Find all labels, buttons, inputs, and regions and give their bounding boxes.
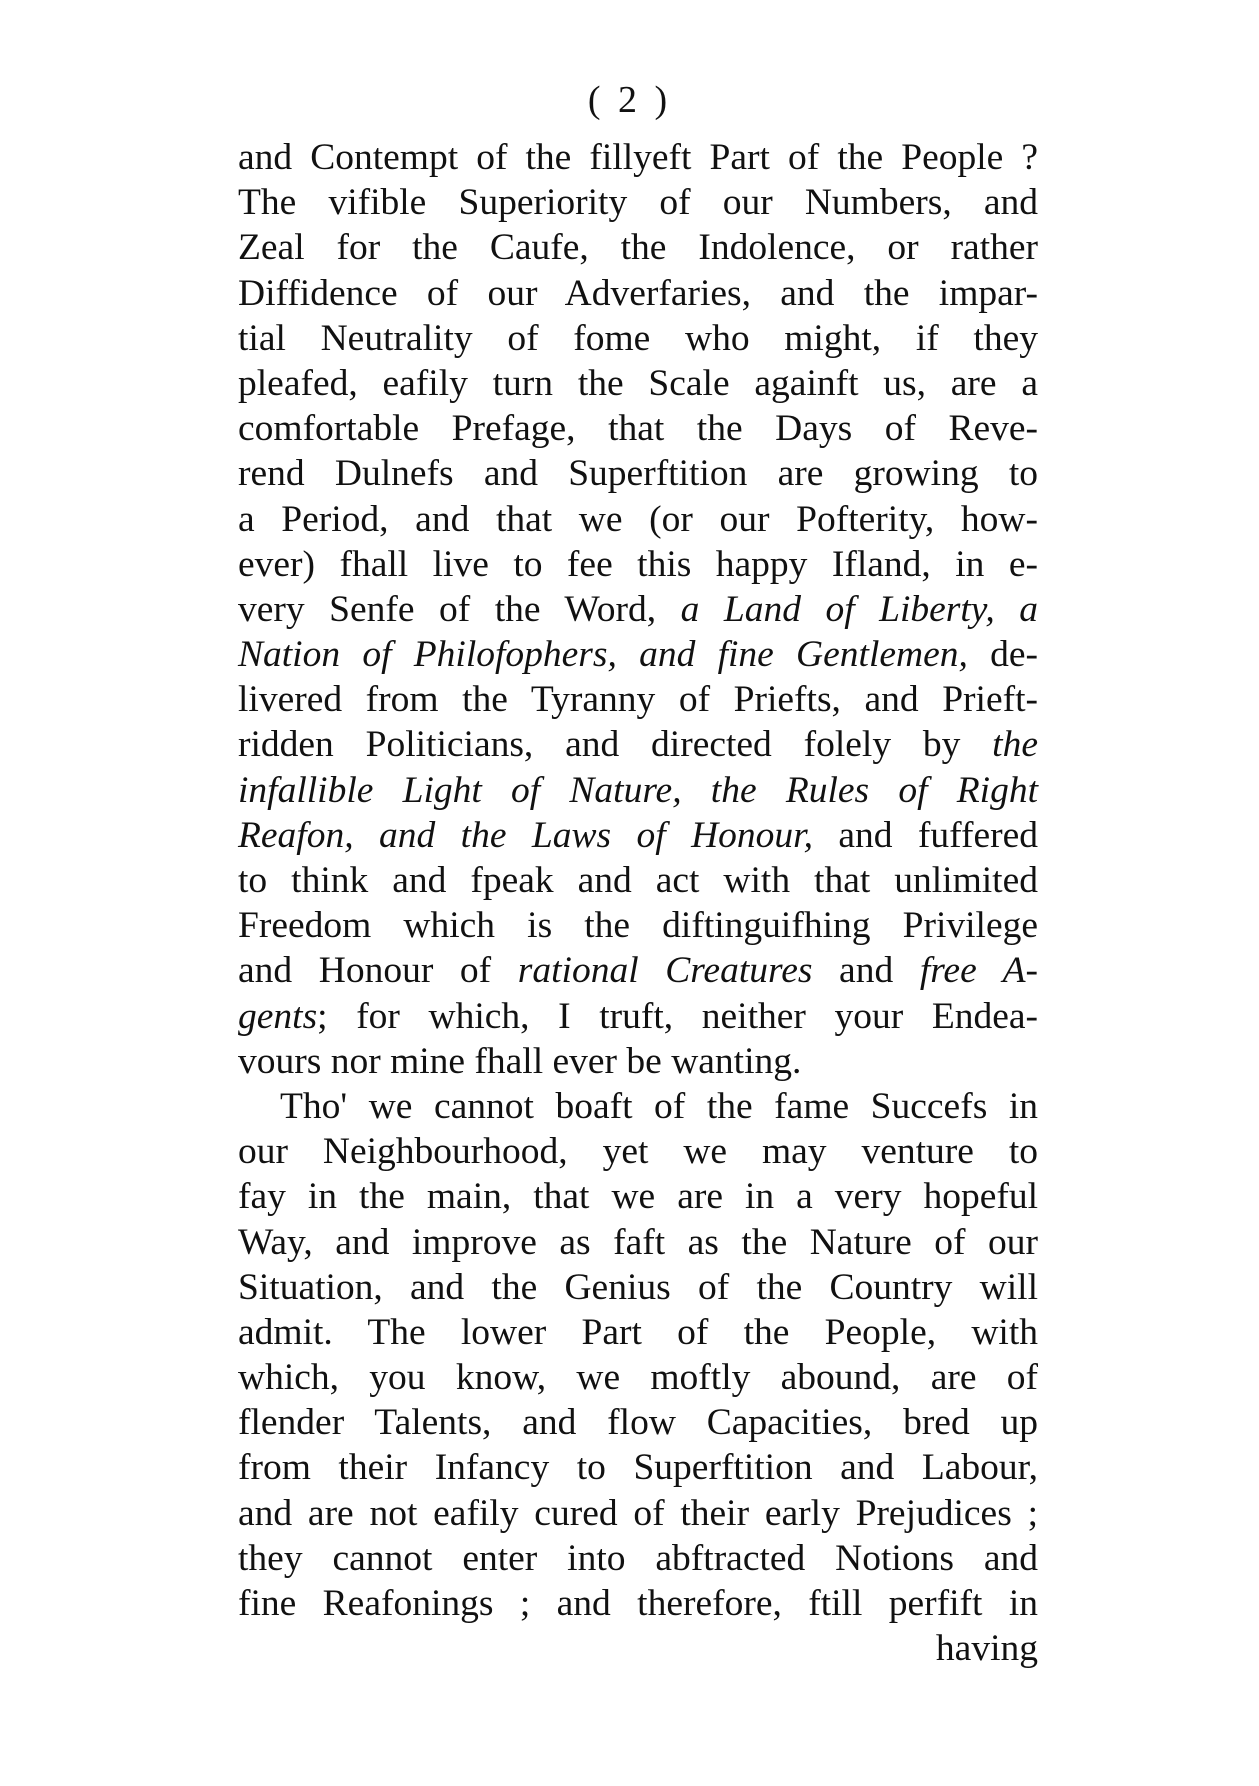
text-line: which, you know, we moftly abound, are of: [238, 1357, 1038, 1399]
italic-run: free A-: [919, 950, 1039, 992]
text-line: Way, and improve as faft as the Nature of our: [238, 1221, 1038, 1263]
text-line: [238, 632, 1038, 677]
text-run: and: [839, 950, 894, 992]
italic-run: Nation of Philofophers, and fine Gentlemen,: [238, 634, 968, 676]
text-line: Diffidence of our Adverfaries, and the impar-: [238, 272, 1038, 314]
text-line: comfortable Prefage, that the Days of Reve-: [238, 408, 1038, 450]
text-line: a Period, and that we (or our Pofterity, how-: [238, 498, 1038, 540]
paragraph-1: [238, 135, 1038, 1084]
text-line: Zeal for the Caufe, the Indolence, or rather: [238, 227, 1038, 269]
text-line: Situation, and the Genius of the Country will: [238, 1266, 1038, 1308]
text-line: Tho' we cannot boaft of the fame Succefs in: [280, 1085, 1038, 1127]
catchword: having: [935, 1628, 1038, 1670]
text-run: very Senfe of the Word,: [238, 588, 657, 630]
italic-run: infallible Light of Nature, the Rules of Right: [238, 769, 1038, 811]
italic-run: Reafon, and the Laws of Honour,: [238, 814, 813, 856]
body-text: [238, 135, 1038, 1671]
text-line: from their Infancy to Superftition and Labour,: [238, 1447, 1038, 1489]
text-line: The vifible Superiority of our Numbers, and: [238, 182, 1038, 224]
text-line: [238, 813, 1038, 858]
text-run: ridden Politicians, and directed folely by: [238, 724, 961, 766]
page-number: ( 2 ): [587, 79, 672, 121]
text-line: our Neighbourhood, yet we may venture to: [238, 1131, 1038, 1173]
text-line: fine Reafonings ; and therefore, ftill perfift in: [238, 1583, 1038, 1624]
text-line: to think and fpeak and act with that unlimited: [238, 860, 1038, 901]
text-line: and Contempt of the fillyeft Part of the People ?: [238, 137, 1038, 178]
text-line: admit. The lower Part of the People, with: [238, 1311, 1038, 1353]
text-line: and are not eafily cured of their early Prejudices ;: [238, 1492, 1038, 1534]
italic-run: rational Creatures: [517, 950, 813, 992]
text-line: ever) fhall live to fee this happy Ifland, in e-: [238, 543, 1038, 585]
text-line: vours nor mine fhall ever be wanting.: [238, 1040, 802, 1082]
paragraph-2: [238, 1084, 1038, 1626]
text-line: [238, 722, 1038, 767]
text-line: [238, 587, 1038, 632]
italic-run: the: [992, 724, 1038, 766]
italic-run: gents: [238, 995, 318, 1037]
text-run: and Honour of: [238, 950, 492, 992]
italic-run: a Land of Liberty, a: [680, 588, 1039, 630]
text-line: rend Dulnefs and Superftition are growing to: [238, 453, 1038, 495]
text-line: [238, 948, 1038, 993]
text-line: tial Neutrality of fome who might, if they: [238, 317, 1038, 359]
text-line: fay in the main, that we are in a very hopeful: [238, 1176, 1038, 1218]
text-run: and fuffered: [838, 814, 1038, 856]
text-line: they cannot enter into abftracted Notions and: [238, 1537, 1038, 1579]
text-line: flender Talents, and flow Capacities, bred up: [238, 1402, 1038, 1444]
text-line: pleafed, eafily turn the Scale againft us, are a: [238, 362, 1038, 404]
text-line: Freedom which is the diftinguifhing Privilege: [238, 905, 1038, 947]
text-run: de-: [990, 634, 1039, 676]
text-run: ; for which, I truft, neither your Endea-: [317, 995, 1038, 1037]
text-line: [238, 994, 1038, 1039]
text-line: livered from the Tyranny of Priefts, and Prieft-: [238, 679, 1038, 721]
text-line: [238, 768, 1038, 813]
